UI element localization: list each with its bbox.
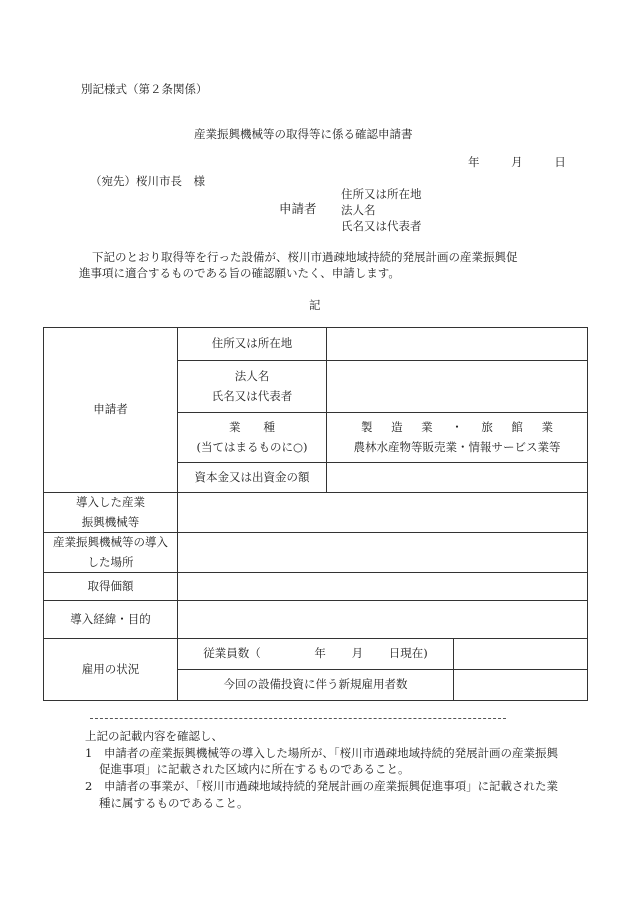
industry-char: ・ [451, 419, 463, 434]
date-year: 年 [468, 155, 480, 169]
industry-label [178, 413, 327, 463]
machine-label-line2: 振興機械等 [81, 514, 140, 529]
addressee: （宛先）桜川市長 様 [90, 174, 205, 188]
purpose-value[interactable] [178, 601, 588, 639]
employees-a: 従業員数（ [203, 646, 261, 661]
industry-char: 造 [391, 419, 403, 434]
industry-char: 旅 [481, 419, 493, 434]
capital-value[interactable] [327, 463, 588, 493]
machine-label-line1: 導入した産業 [76, 495, 145, 509]
place-label-line2: した場所 [87, 554, 134, 569]
notes-intro: 上記の記載内容を確認し、 [85, 729, 223, 743]
application-table [43, 327, 588, 701]
rep-name-label: 氏名又は代表者 [211, 388, 293, 403]
notes-item-1: 1 申請者の産業振興機械等の導入した場所が、「桜川市過疎地域持続的発展計画の産業振興促進事項」に記載された区域内に所在するものであること。 [85, 745, 559, 777]
applicant-field-address: 住所又は所在地 [341, 187, 422, 201]
capital-label: 資本金又は出資金の額 [178, 463, 327, 493]
applicant-field-rep: 氏名又は代表者 [341, 219, 422, 233]
purpose-label: 導入経緯・目的 [44, 601, 178, 639]
applicant-label: 申請者 [279, 201, 317, 216]
employees-month: 月 [351, 646, 364, 661]
name-value[interactable] [327, 361, 588, 413]
industry-char: 館 [511, 419, 523, 434]
industry-options[interactable] [327, 413, 588, 463]
corp-name-label: 法人名 [234, 368, 270, 383]
date-day: 日 [554, 155, 566, 169]
applicant-header: 申請者 [44, 328, 178, 493]
body-text-line1: 下記のとおり取得等を行った設備が、桜川市過疎地域持続的発展計画の産業振興促 [92, 250, 518, 264]
employees-value[interactable] [454, 639, 588, 670]
applicant-field-corp: 法人名 [341, 203, 376, 217]
date-month: 月 [511, 155, 523, 169]
form-number: 別記様式（第２条関係） [81, 82, 208, 96]
industry-char: 業 [541, 419, 553, 434]
employees-day: 日現在) [388, 646, 428, 661]
price-label: 取得価額 [44, 573, 178, 601]
date-line [468, 155, 566, 171]
employees-year: 年 [314, 646, 326, 661]
industry-note: (当てはまるものに○) [196, 439, 308, 454]
place-label [44, 533, 178, 573]
machine-label [44, 493, 178, 533]
confirmation-notes [85, 728, 565, 811]
employees-label [178, 639, 454, 670]
place-label-line1: 産業振興機械等の導入 [53, 535, 168, 550]
dashed-divider [90, 718, 506, 719]
body-text-line2: 進事項に適合するものである旨の確認願いたく、申請します。 [79, 266, 400, 280]
price-value[interactable] [178, 573, 588, 601]
notes-item-2: 2 申請者の事業が、「桜川市過疎地域持続的発展計画の産業振興促進事項」に記載された業種に属するものであること。 [85, 779, 559, 810]
new-hires-value[interactable] [454, 670, 588, 701]
address-value[interactable] [327, 328, 588, 361]
document-title: 産業振興機械等の取得等に係る確認申請書 [194, 127, 413, 141]
place-value[interactable] [178, 533, 588, 573]
employment-label: 雇用の状況 [44, 639, 178, 701]
ki-label: 記 [309, 298, 321, 312]
industry-char: 製 [361, 419, 373, 434]
industry-char: 業 [421, 419, 433, 434]
industry-options-row2: 農林水産物等販売業・情報サービス業等 [353, 439, 561, 454]
new-hires-label: 今回の設備投資に伴う新規雇用者数 [178, 670, 454, 701]
industry-title: 業 種 [229, 419, 275, 434]
name-label [178, 361, 327, 413]
machine-value[interactable] [178, 493, 588, 533]
industry-options-row1 [361, 418, 553, 438]
address-label: 住所又は所在地 [178, 328, 327, 361]
